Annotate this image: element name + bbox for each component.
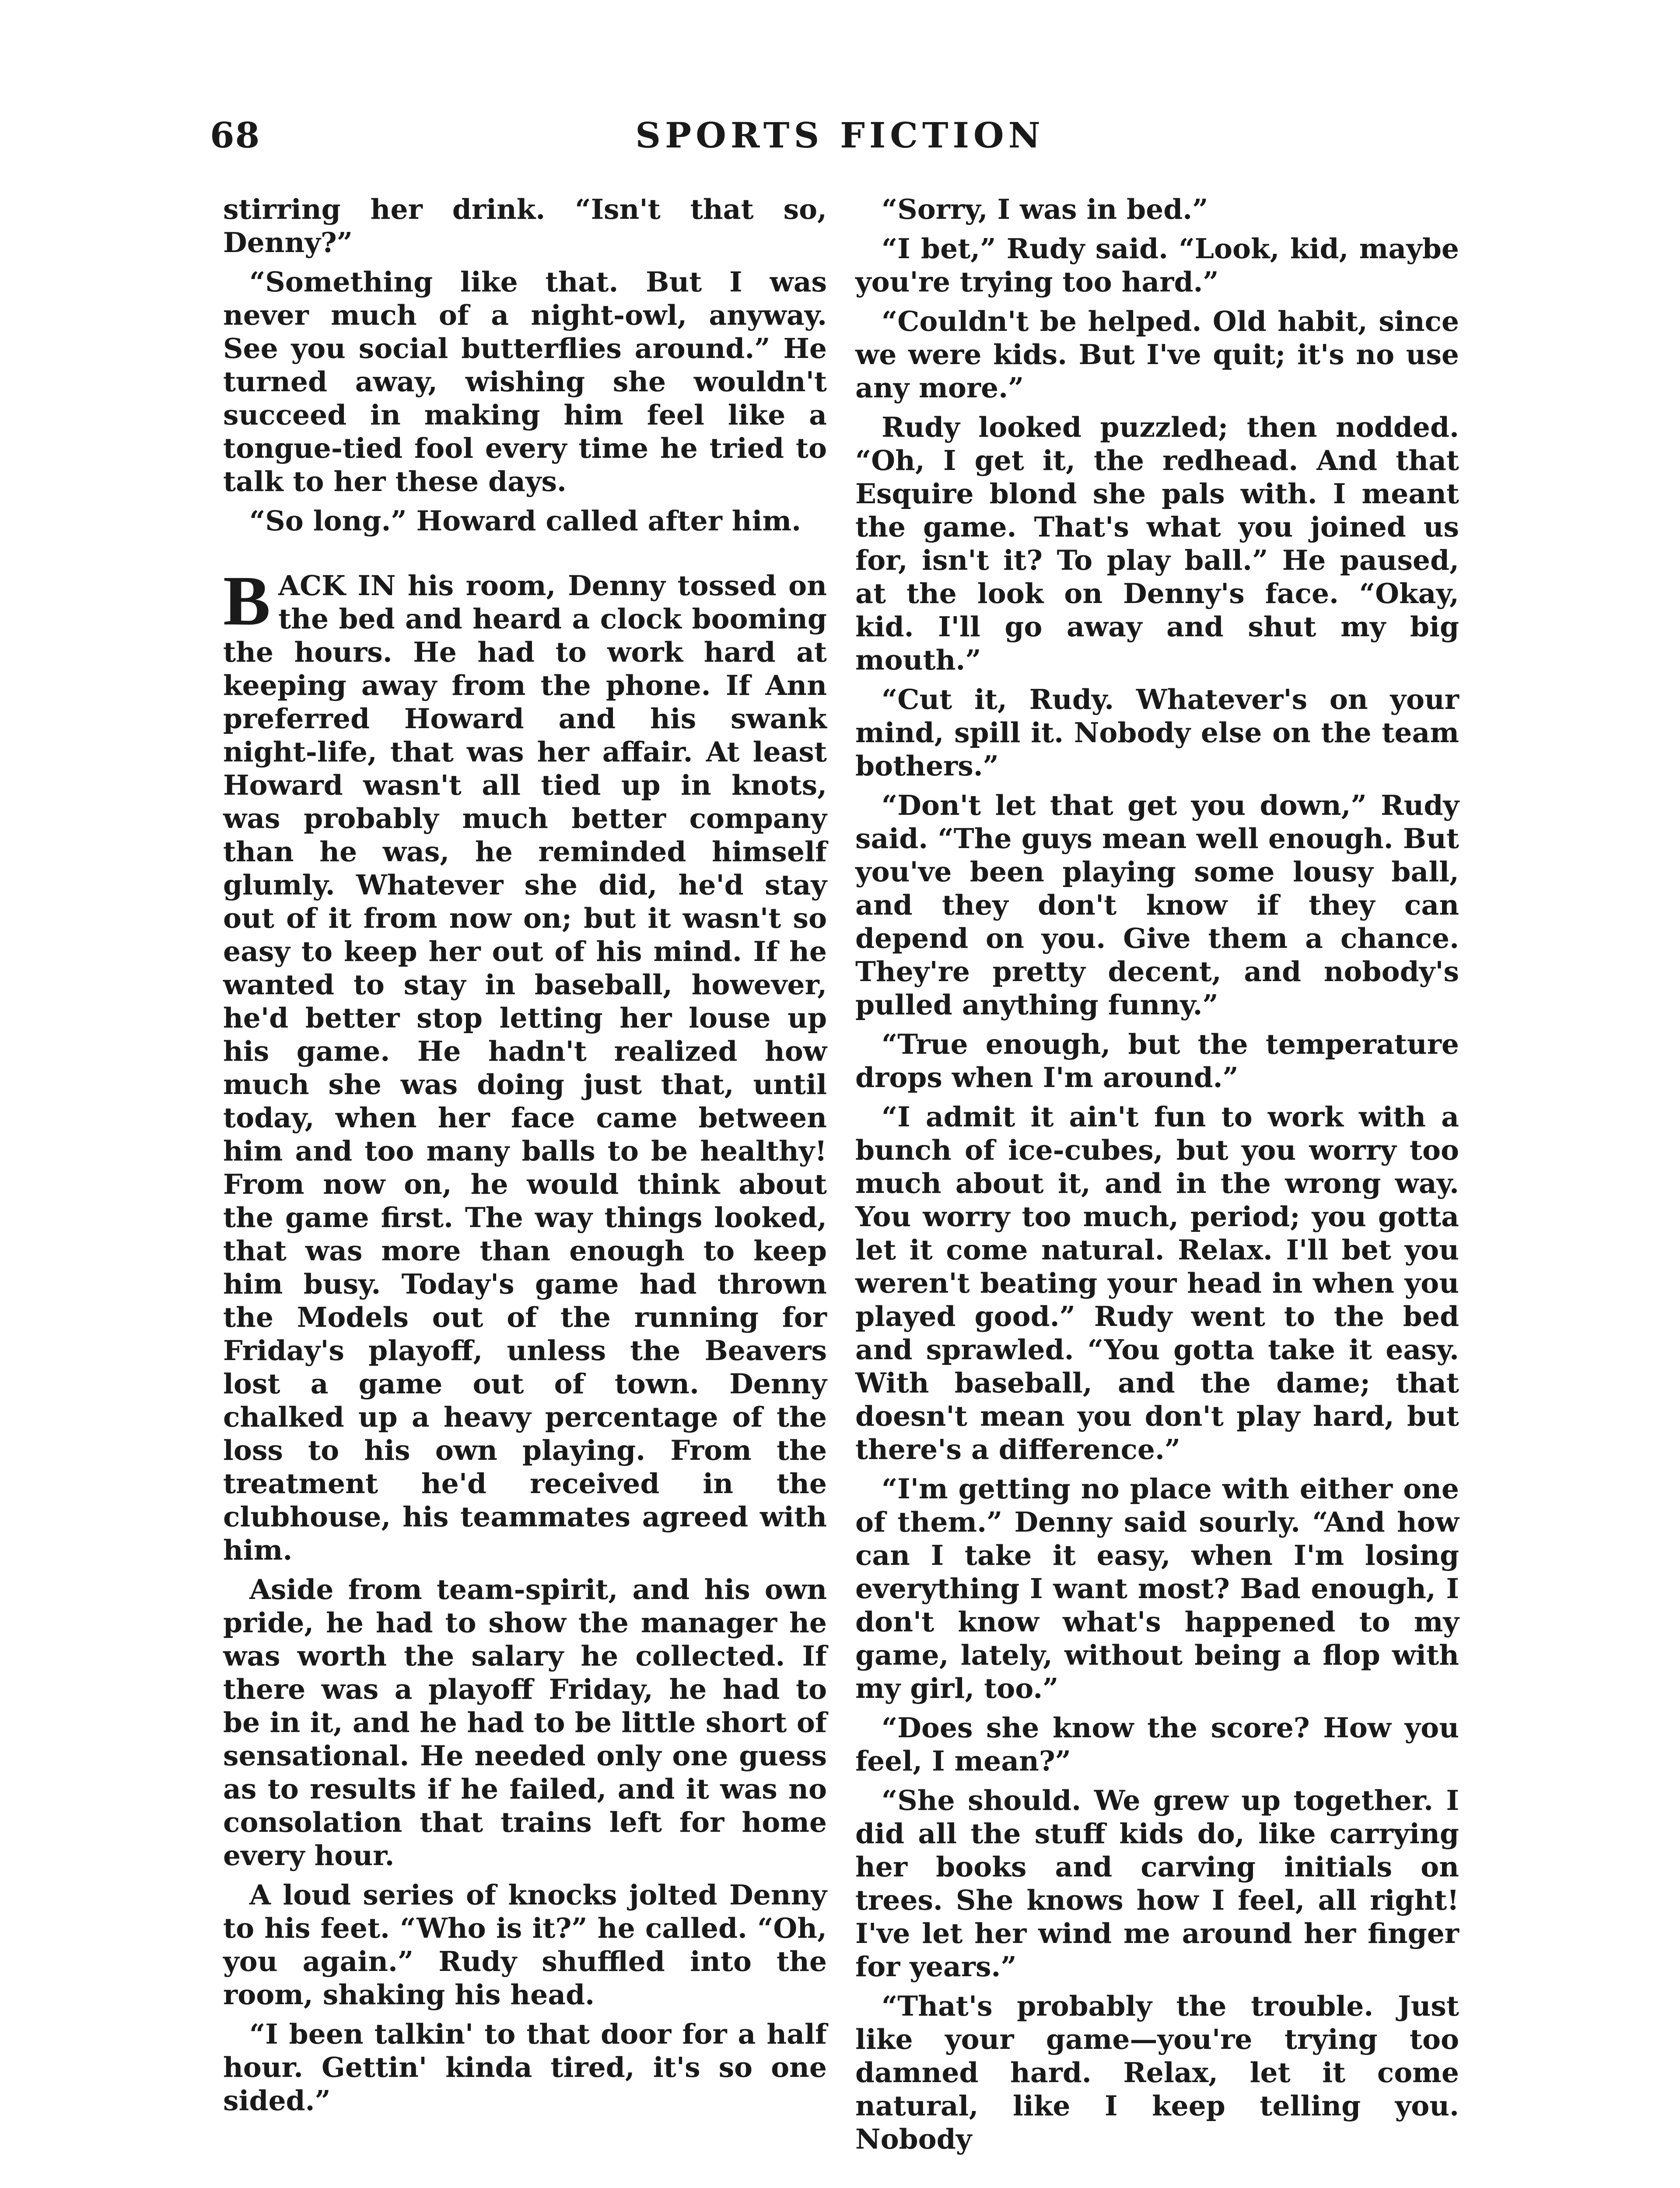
paragraph-text: ACK IN his room, Denny tossed on the bed and heard a clock booming the hours. He had to work hard at keeping away from the phone. If Ann preferred Howard and his swank night-life, that was her affair. At least Howard wasn't all tied up in knots, was probably much better company than he was, he reminded himself glumly. Whatever she did, he'd stay out of it from now on; but it wasn't so easy to keep her out of his mind. If he wanted to stay in baseball, however, he'd better stop letting her louse up his game. He hadn't realized how much she was doing just that, until today, when her face came between him and too many balls to be healthy! From now on, he would think about the game first. The way things looked, that was more than enough to keep him busy. Today's game had thrown the Models out of the running for Friday's playoff, unless the Beavers lost a game out of town. Denny chalked up a heavy percentage of the loss to his own playing. From the treatment he'd received in the clubhouse, his teammates agreed with him. xyxy=(223,569,827,1566)
paragraph: “Cut it, Rudy. Whatever's on your mind, spill it. Nobody else on the team bothers.” xyxy=(855,683,1459,782)
left-column xyxy=(223,193,827,2123)
paragraph: “Don't let that get you down,” Rudy said. “The guys mean well enough. But you've been playing some lousy ball, and they don't know if they can depend on you. Give them a chance. They're pretty decent, and nobody's pulled anything funny.” xyxy=(855,789,1459,1021)
section-opening-paragraph xyxy=(223,562,827,1567)
paragraph: “Something like that. But I was never much of a night-owl, anyway. See you social butterflies around.” He turned away, wishing she wouldn't succeed in making him feel like a tongue-tied fool every time he tried to talk to her these days. xyxy=(223,266,827,498)
paragraph: “I admit it ain't fun to work with a bunch of ice-cubes, but you worry too much about it, and in the wrong way. You worry too much, period; you gotta let it come natural. Relax. I'll bet you weren't beating your head in when you played good.” Rudy went to the bed and sprawled. “You gotta take it easy. With baseball, and the dame; that doesn't mean you don't play hard, but there's a difference.” xyxy=(855,1101,1459,1466)
paragraph: “I'm getting no place with either one of them.” Denny said sourly. “And how can I take it easy, when I'm losing everything I want most? Bad enough, I don't know what's happened to my game, lately, without being a flop with my girl, too.” xyxy=(855,1473,1459,1704)
page-number: 68 xyxy=(210,115,261,156)
paragraph: Aside from team-spirit, and his own pride, he had to show the manager he was worth the salary he collected. If there was a playoff Friday, he had to be in it, and he had to be little short of sensational. He needed only one guess as to results if he failed, and it was no consolation that trains left for home every hour. xyxy=(223,1573,827,1872)
paragraph: A loud series of knocks jolted Denny to his feet. “Who is it?” he called. “Oh, you again.” Rudy shuffled into the room, shaking his head. xyxy=(223,1879,827,2011)
paragraph: “So long.” Howard called after him. xyxy=(249,505,802,537)
paragraph: “That's probably the trouble. Just like your game—you're trying too damned hard. Relax, let it come natural, like I keep telling you. Nobody xyxy=(855,1990,1459,2155)
paragraph: “True enough, but the temperature drops when I'm around.” xyxy=(855,1028,1459,1094)
paragraph: “I been talkin' to that door for a half hour. Gettin' kinda tired, it's so one sided.” xyxy=(223,2018,827,2117)
paragraph: Rudy looked puzzled; then nodded. “Oh, I get it, the redhead. And that Esquire blond she pals with. I meant the game. That's what you joined us for, isn't it? To play ball.” He paused, at the look on Denny's face. “Okay, kid. I'll go away and shut my big mouth.” xyxy=(855,411,1459,676)
paragraph: “Couldn't be helped. Old habit, since we were kids. But I've quit; it's no use any more.” xyxy=(855,305,1459,404)
paragraph: “Sorry, I was in bed.” xyxy=(882,193,1208,225)
drop-cap: B xyxy=(223,562,271,640)
right-column xyxy=(855,193,1459,2162)
paragraph: “Does she know the score? How you feel, I mean?” xyxy=(855,1711,1459,1777)
paragraph: “She should. We grew up together. I did all the stuff kids do, like carrying her books and carving initials on trees. She knows how I feel, all right! I've let her wind me around her finger for years.” xyxy=(855,1784,1459,1983)
running-head: SPORTS FICTION xyxy=(635,115,1045,156)
paragraph: stirring her drink. “Isn't that so, Denny?” xyxy=(223,193,827,259)
paragraph: “I bet,” Rudy said. “Look, kid, maybe you're trying too hard.” xyxy=(855,232,1459,298)
